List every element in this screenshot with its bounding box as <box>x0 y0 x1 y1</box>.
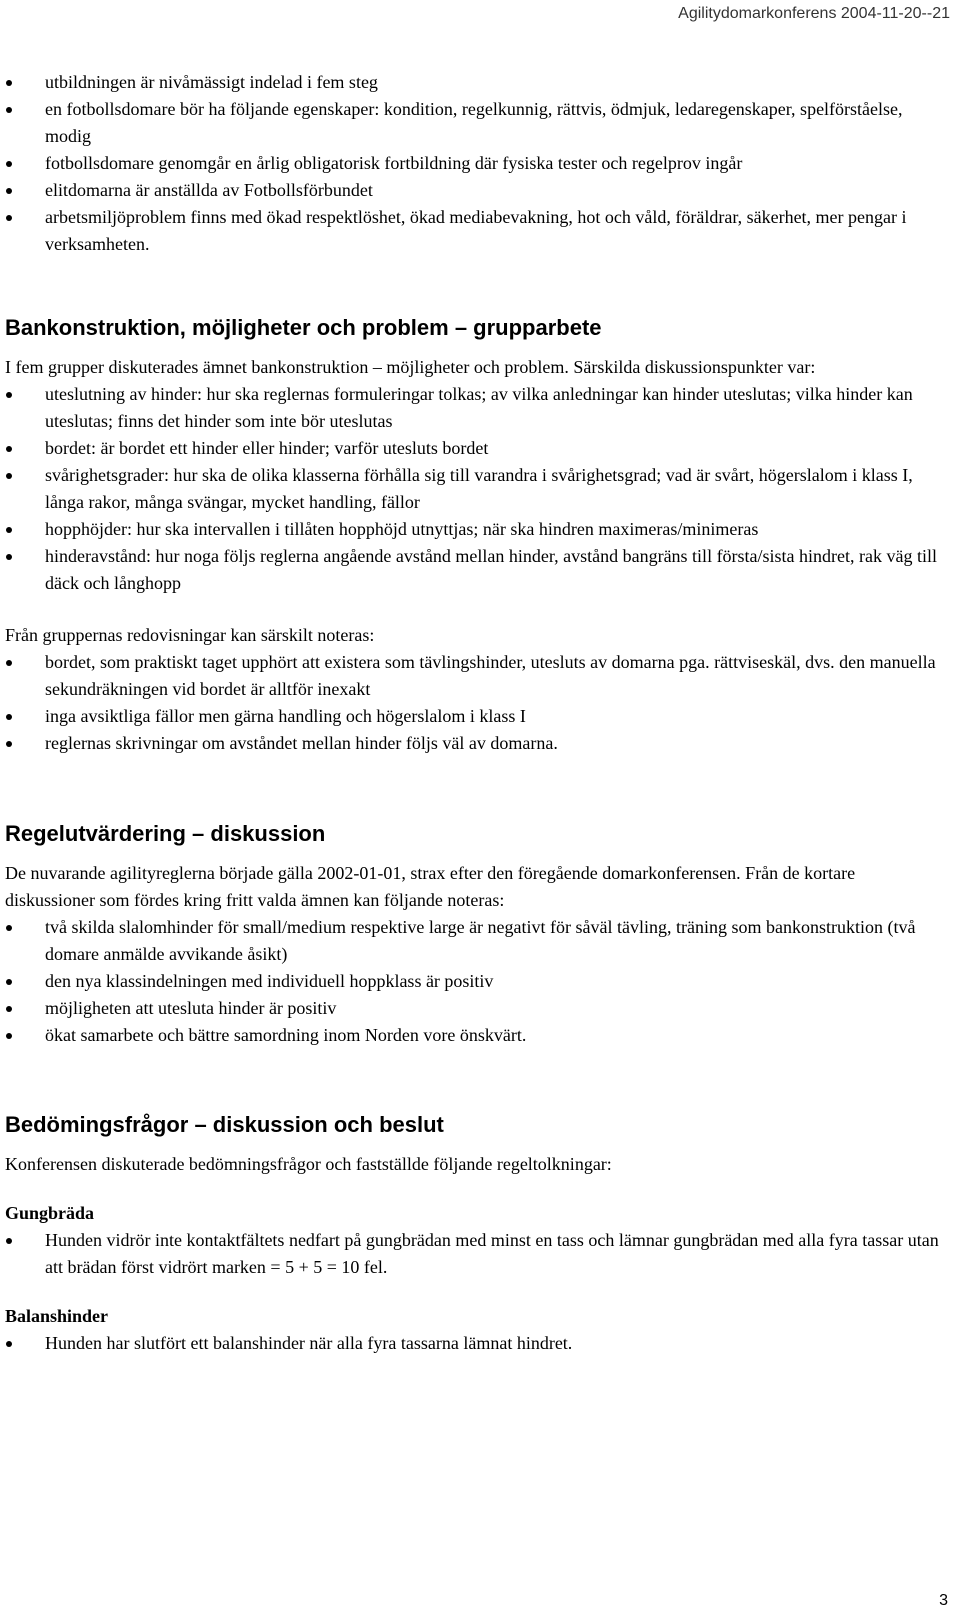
section-judging-intro: Konferensen diskuterade bedömningsfrågor och fastställde följande regeltolkningar: <box>5 1154 612 1174</box>
bank-notes-list <box>5 649 945 757</box>
list-item: bordet: är bordet ett hinder eller hinder; varför utesluts bordet <box>5 435 945 462</box>
section-heading-rules: Regelutvärdering – diskussion <box>5 821 326 846</box>
section-rules-intro: De nuvarande agilityreglerna började gälla 2002-01-01, strax efter den föregående domarkonferensen. Från de kortare diskussioner som fördes kring fritt valda ämnen kan följande noteras: <box>5 863 856 910</box>
list-item: utbildningen är nivåmässigt indelad i fem steg <box>5 69 945 96</box>
bank-points-list <box>5 381 945 597</box>
page-header: Agilitydomarkonferens 2004-11-20--21 <box>678 5 950 22</box>
list-item: elitdomarna är anställda av Fotbollsförbundet <box>5 177 945 204</box>
list-item: möjligheten att utesluta hinder är positiv <box>5 995 945 1022</box>
section-bank-intro: I fem grupper diskuterades ämnet bankonstruktion – möjligheter och problem. Särskilda diskussionspunkter var: <box>5 357 816 377</box>
rules-points-list <box>5 914 945 1049</box>
section-heading-bank: Bankonstruktion, möjligheter och problem – grupparbete <box>5 315 602 340</box>
list-item: hinderavstånd: hur noga följs reglerna angående avstånd mellan hinder, avstånd bangräns till första/sista hindret, rak väg till däck och långhopp <box>5 543 945 597</box>
list-item: Hunden vidrör inte kontaktfältets nedfart på gungbrädan med minst en tass och lämnar gungbrädan med alla fyra tassar utan att brädan först vidrört marken = 5 + 5 = 10 fel. <box>5 1227 945 1281</box>
gungbrada-list <box>5 1227 945 1281</box>
list-item: uteslutning av hinder: hur ska reglernas formuleringar tolkas; av vilka anledningar kan hinder uteslutas; vilka hinder kan uteslutas; finns det hinder som inte bör uteslutas <box>5 381 945 435</box>
balanshinder-list <box>5 1330 945 1357</box>
list-item: en fotbollsdomare bör ha följande egenskaper: kondition, regelkunnig, rättvis, ödmjuk, ledaregenskaper, spelförståelse, modig <box>5 96 945 150</box>
list-item: arbetsmiljöproblem finns med ökad respektlöshet, ökad mediabevakning, hot och våld, föräldrar, säkerhet, mer pengar i verksamheten. <box>5 204 945 258</box>
section-heading-judging: Bedömingsfrågor – diskussion och beslut <box>5 1112 444 1137</box>
list-item: två skilda slalomhinder för small/medium respektive large är negativt för såväl tävling, träning som bankonstruktion (två domare anmälde avvikande åsikt) <box>5 914 945 968</box>
page-number: 3 <box>939 1592 948 1609</box>
list-item: ökat samarbete och bättre samordning inom Norden vore önskvärt. <box>5 1022 945 1049</box>
subheading-gungbrada: Gungbräda <box>5 1203 95 1223</box>
list-item: reglernas skrivningar om avståndet mellan hinder följs väl av domarna. <box>5 730 945 757</box>
section-bank-notes-intro: Från gruppernas redovisningar kan särskilt noteras: <box>5 625 375 645</box>
list-item: Hunden har slutfört ett balanshinder när alla fyra tassarna lämnat hindret. <box>5 1330 945 1357</box>
list-item: inga avsiktliga fällor men gärna handling och högerslalom i klass I <box>5 703 945 730</box>
subheading-balanshinder: Balanshinder <box>5 1306 109 1326</box>
list-item: hopphöjder: hur ska intervallen i tillåten hopphöjd utnyttjas; när ska hindren maximeras/minimeras <box>5 516 945 543</box>
list-item: bordet, som praktiskt taget upphört att existera som tävlingshinder, utesluts av domarna pga. rättviseskäl, dvs. den manuella sekundräkningen vid bordet är alltför inexakt <box>5 649 945 703</box>
list-item: svårighetsgrader: hur ska de olika klasserna förhålla sig till varandra i svårighetsgrad; vad är svårt, högerslalom i klass I, långa rakor, många svängar, mycket handling, fällor <box>5 462 945 516</box>
list-item: den nya klassindelningen med individuell hoppklass är positiv <box>5 968 945 995</box>
list-item: fotbollsdomare genomgår en årlig obligatorisk fortbildning där fysiska tester och regelprov ingår <box>5 150 945 177</box>
document-body <box>5 0 945 1357</box>
intro-list <box>5 69 945 258</box>
